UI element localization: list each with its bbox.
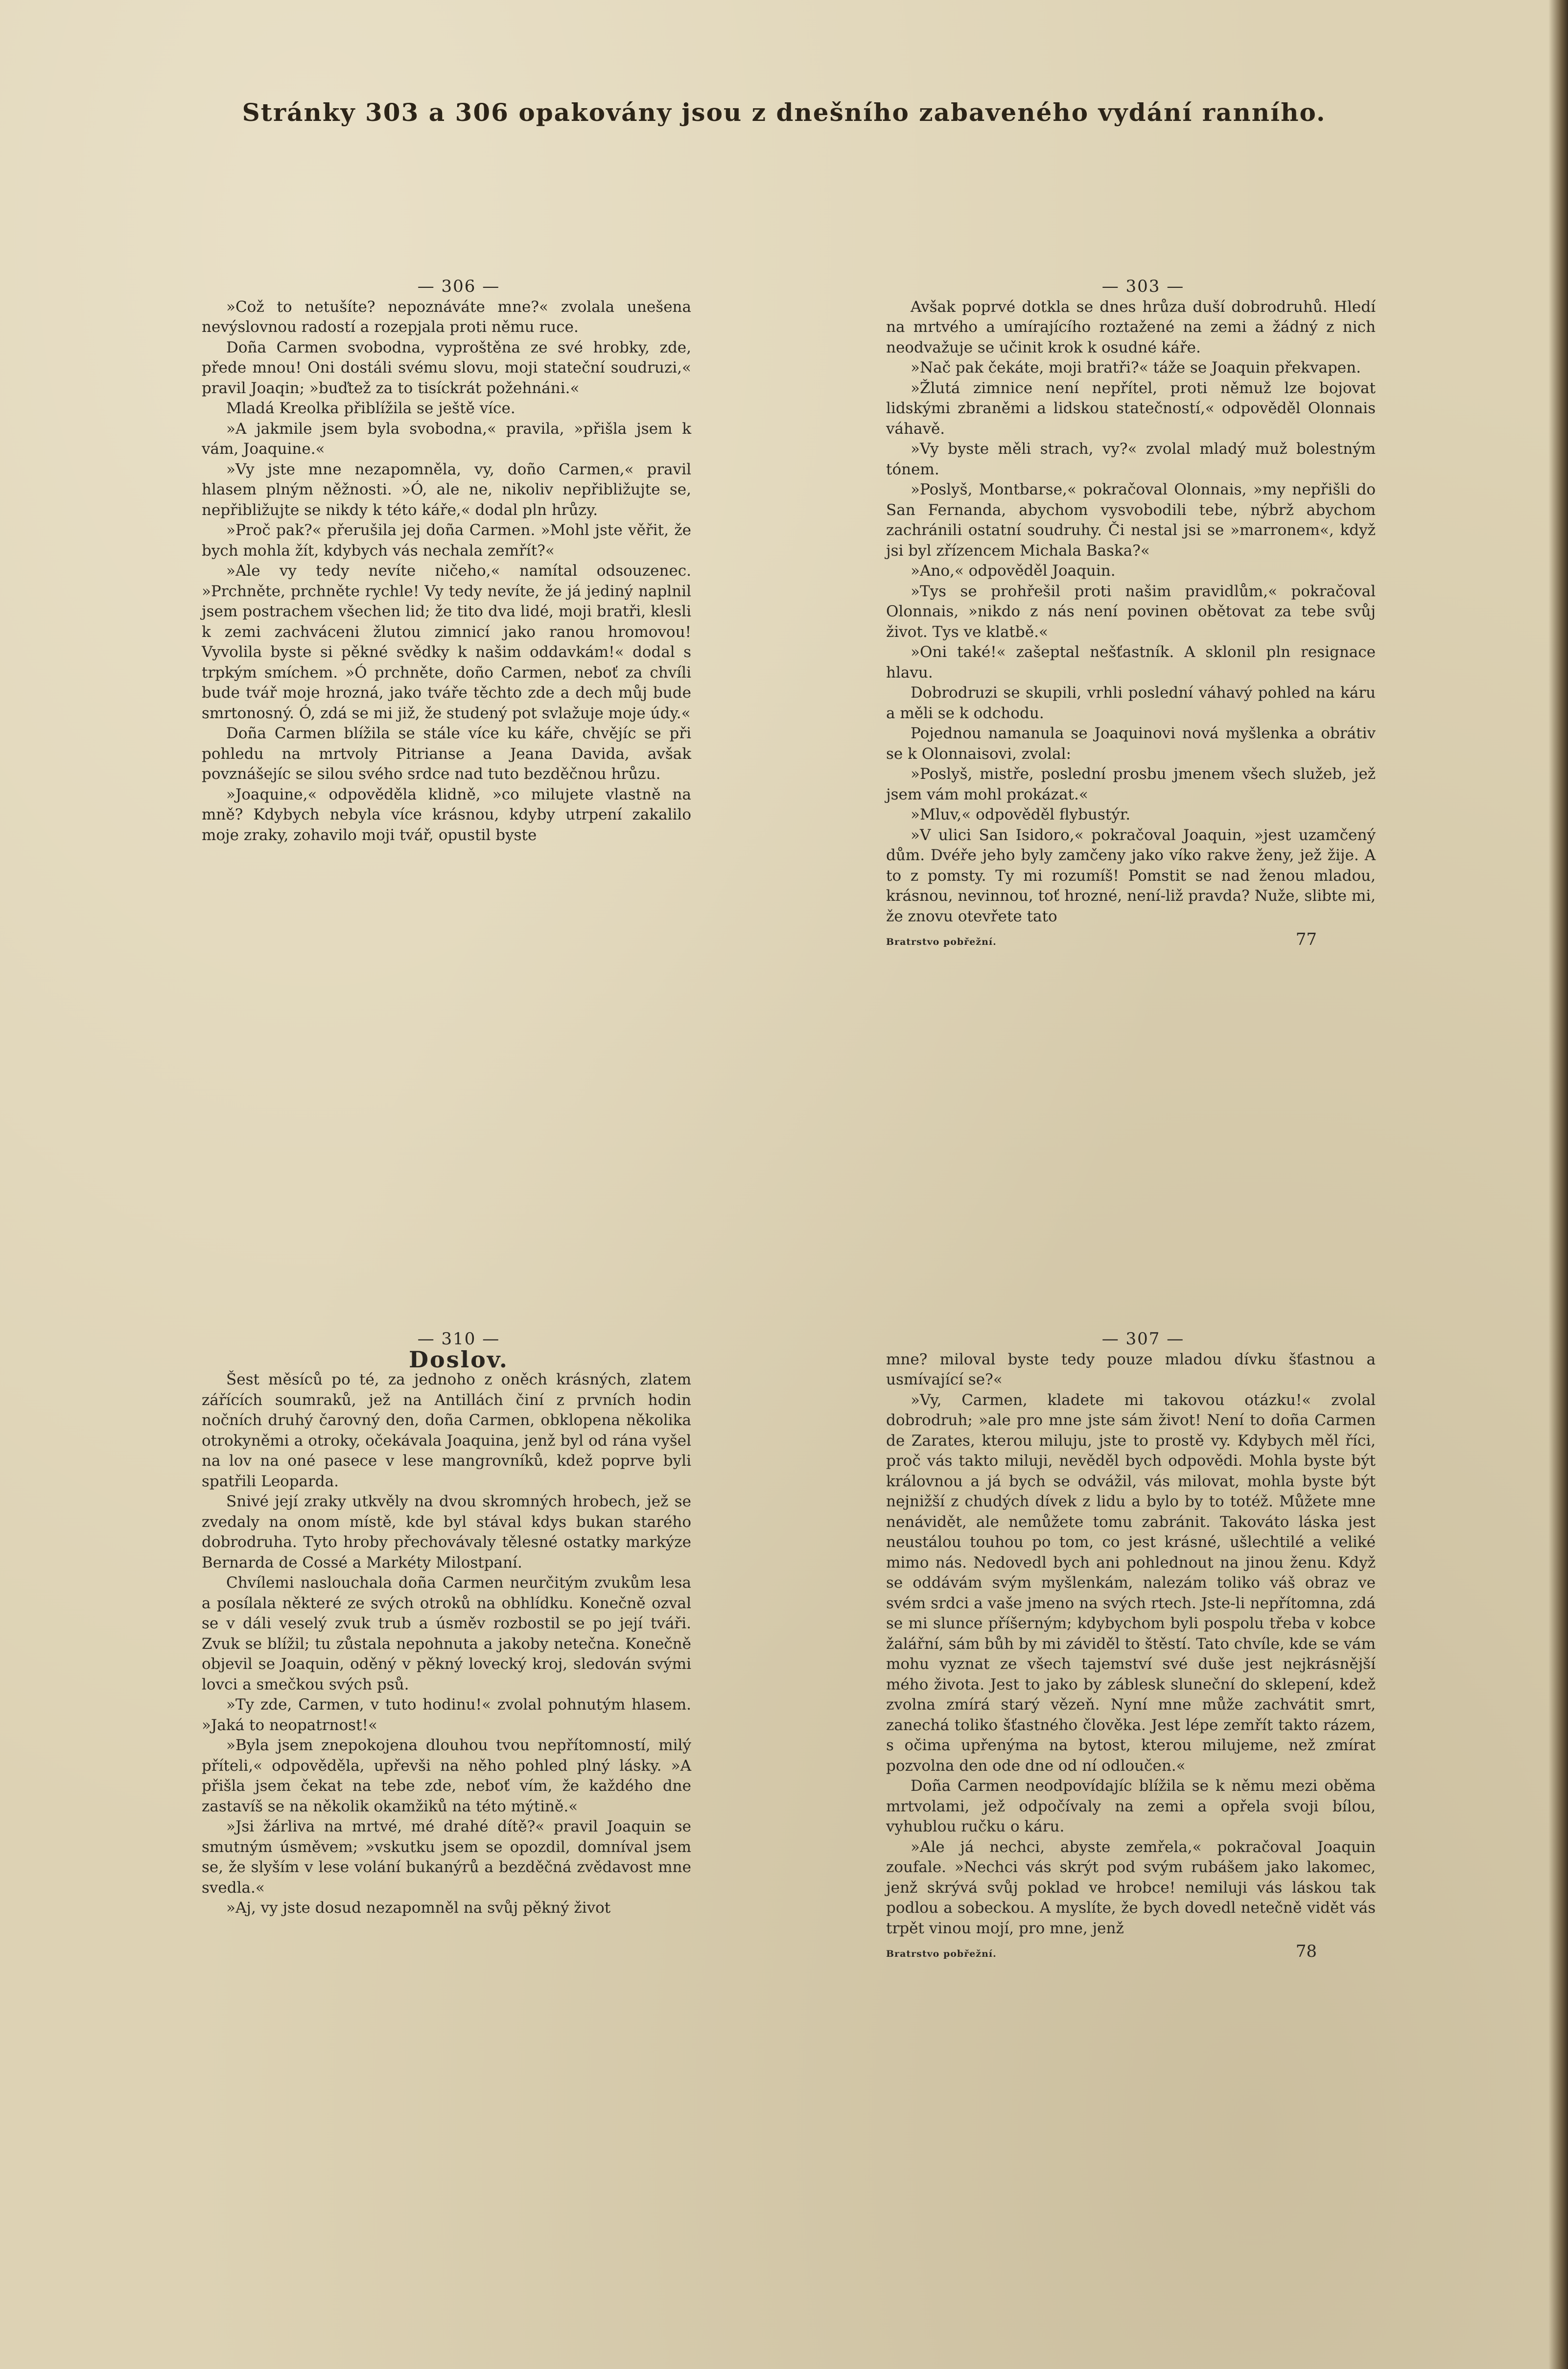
section-title: Doslov. xyxy=(409,1346,509,1373)
paragraph: »V ulici San Isidoro,« pokračoval Joaquin, »jest uzamčený dům. Dvéře jeho byly zamčeny jako víko rakve ženy, jež žije. A to z pomsty. Ty mi rozumíš! Pomstit se nad ženou mladou, krásnou, nevinnou, toť hrozné, není-liž pravda? Nuže, slibte mi, že znovu otevřete tato xyxy=(886,826,1376,925)
paragraph: »Tys se prohřešil proti našim pravidlům,« pokračoval Olonnais, »nikdo z nás není povinen obětovat za tebe svůj život. Tys ve klatbě.« xyxy=(886,582,1376,641)
sheet-number: 78 xyxy=(1295,1942,1317,1961)
paragraph: »Ano,« odpověděl Joaquin. xyxy=(911,562,1116,580)
paragraph: »Což to netušíte? nepoznáváte mne?« zvolala unešena nevýslovnou radostí a rozepjala proti němu ruce. xyxy=(202,298,691,336)
sheet-right-edge xyxy=(1548,0,1568,2369)
paragraph: »Poslyš, Montbarse,« pokračoval Olonnais, »my nepřišli do San Fernanda, abychom vysvobodili tebe, nýbrž abychom zachránili ostatní soudruhy. Či nestal jsi se »marronem«, když jsi byl zřízencem Michala Baska?« xyxy=(886,481,1376,560)
publisher-signature: Bratrstvo pobřežní. xyxy=(886,1948,997,1959)
paragraph: »Proč pak?« přerušila jej doña Carmen. »Mohl jste věřit, že bych mohla žít, kdybych vás nechala zemřít?« xyxy=(202,521,691,560)
paragraph: »Ale vy tedy nevíte ničeho,« namítal odsouzenec. »Prchněte, prchněte rychle! Vy tedy nevíte, že já jediný naplnil jsem postrachem všechen lid; že tito dva lidé, moji bratři, klesli k zemi zachváceni žlutou zimnicí jako ranou hromovou! Vyvolila byste si pěkné svědky k našim oddavkám!« dodal s trpkým smíchem. »Ó prchněte, doño Carmen, neboť za chvíli bude tvář moje hrozná, jako tváře těchto zde a dech můj bude smrtonosný. Ó, zdá se mi již, že studený pot svlažuje moje údy.« xyxy=(202,562,691,722)
publisher-signature: Bratrstvo pobřežní. xyxy=(886,937,997,947)
page-310 xyxy=(202,1329,691,1919)
page-footer xyxy=(886,1942,1376,1965)
paragraph: »Vy jste mne nezapomněla, vy, doño Carmen,« pravil hlasem plným něžnosti. »Ó, ale ne, nikoliv nepřibližujte se, nepřibližujte se nikdy k této káře,« dodal pln hrůzy. xyxy=(202,460,691,519)
paragraph: »A jakmile jsem byla svobodna,« pravila, »přišla jsem k vám, Joaquine.« xyxy=(202,420,691,458)
paragraph: »Žlutá zimnice není nepřítel, proti němuž lze bojovat lidskými zbraněmi a lidskou statečností,« odpověděl Olonnais váhavě. xyxy=(886,379,1376,438)
paragraph: »Jsi žárliva na mrtvé, mé drahé dítě?« pravil Joaquin se smutným úsměvem; »vskutku jsem se opozdil, domníval jsem se, že slyším v lese volání bukanýrů a bezděčná zvědavost mne svedla.« xyxy=(202,1818,691,1897)
paragraph: Dobrodruzi se skupili, vrhli poslední váhavý pohled na káru a měli se k odchodu. xyxy=(886,684,1376,722)
paragraph: »Vy, Carmen, kladete mi takovou otázku!« zvolal dobrodruh; »ale pro mne jste sám život! Není to doña Carmen de Zarates, kterou miluju, jste to prostě vy. Kdybych měl říci, proč vás takto miluji, nevěděl bych odpovědi. Mohla byste být královnou a já bych se odvážil, vás milovat, mohla byste být nejnižší z chudých dívek z lidu a bylo by to totéž. Můžete mne nenávidět, ale nemůžete tomu zabránit. Takováto láska jest neustálou touhou po tom, co jest krásné, ušlechtilé a veliké mimo nás. Nedovedl bych ani pohlednout na jinou ženu. Když se oddávám svým myšlenkám, nalezám toliko váš obraz ve svém srdci a vaše jmeno na svých rtech. Jste-li nepřítomna, zdá se mi slunce příšerným; kdybychom byli pospolu třeba v kobce žalářní, sám bůh by mi záviděl to štěstí. Tato chvíle, kde se vám mohu vyznat ze všech tajemství své duše jest nejkrásnější mého života. Jest to jako by záblesk sluneční do sklepení, kdež zvolna zmírá starý vězeň. Nyní mne může zachvátit smrt, zanechá toliko šťastného člověka. Jest lépe zemřít takto rázem, s očima upřenýma na bytost, kterou milujeme, než zmírat pozvolna den ode dne od ní odloučen.« xyxy=(886,1391,1376,1775)
paragraph: »Poslyš, mistře, poslední prosbu jmenem všech služeb, jež jsem vám mohl prokázat.« xyxy=(886,765,1376,803)
page-306 xyxy=(202,277,691,845)
paragraph: »Vy byste měli strach, vy?« zvolal mladý muž bolestným tónem. xyxy=(886,440,1376,478)
notice-headline: Stránky 303 a 306 opakovány jsou z dnešního zabaveného vydání ranního. xyxy=(242,98,1326,127)
paragraph: »Mluv,« odpověděl flybustýr. xyxy=(911,806,1131,823)
paragraph: »Nač pak čekáte, moji bratři?« táže se Joaquin překvapen. xyxy=(911,359,1361,376)
paragraph: Doña Carmen svobodna, vyproštěna ze své hrobky, zde, přede mnou! Oni dostáli svému slovu, moji stateční soudruzi,« pravil Joaqin; »buďtež za to tisíckrát požehnáni.« xyxy=(202,338,691,397)
paragraph: »Joaquine,« odpověděla klidně, »co milujete vlastně na mně? Kdybych nebyla více krásnou, kdyby utrpení zakalilo moje zraky, zohavilo moji tvář, opustil byste xyxy=(202,785,691,844)
paragraph: »Byla jsem znepokojena dlouhou tvou nepřítomností, milý příteli,« odpověděla, upřevši na něho pohled plný lásky. »A přišla jsem čekat na tebe zde, neboť vím, že každého dne zastavíš se na několik okamžiků na této mýtině.« xyxy=(202,1736,691,1815)
paragraph: »Ty zde, Carmen, v tuto hodinu!« zvolal pohnutým hlasem. »Jaká to neopatrnost!« xyxy=(202,1696,691,1734)
sheet-number: 77 xyxy=(1295,930,1317,949)
page-number: — 306 — xyxy=(417,277,500,296)
paragraph: Doña Carmen neodpovídajíc blížila se k němu mezi oběma mrtvolami, jež odpočívaly na zemi a opřela svoji bílou, vyhublou ručku o káru. xyxy=(886,1777,1376,1835)
page-number: — 307 — xyxy=(1101,1329,1185,1349)
page-number: — 310 — xyxy=(417,1329,500,1349)
paragraph: mne? miloval byste tedy pouze mladou dívku šťastnou a usmívající se?« xyxy=(886,1350,1376,1388)
paragraph: Pojednou namanula se Joaquinovi nová myšlenka a obrátiv se k Olonnaisovi, zvolal: xyxy=(886,725,1376,763)
paragraph: Doña Carmen blížila se stále více ku káře, chvějíc se při pohledu na mrtvoly Pitrianse a Jeana Davida, avšak povznášejíc se silou svého srdce nad tuto bezděčnou hrůzu. xyxy=(202,725,691,783)
paragraph: Chvílemi naslouchala doña Carmen neurčitým zvukům lesa a posílala některé ze svých otroků na obhlídku. Konečně ozval se v dáli veselý zvuk trub a úsměv rozbostil se po její tváři. Zvuk se blížil; tu zůstala nepohnuta a jakoby netečna. Konečně objevil se Joaquin, oděný v pěkný lovecký kroj, sledován svými lovci a smečkou svých psů. xyxy=(202,1574,691,1693)
page-307 xyxy=(886,1329,1376,1965)
page-303 xyxy=(886,277,1376,953)
paragraph: Mladá Kreolka přiblížila se ještě více. xyxy=(226,399,515,417)
paragraph: Snivé její zraky utkvěly na dvou skromných hrobech, jež se zvedaly na onom místě, kde byl stával kdys bukan starého dobrodruha. Tyto hroby přechovávaly tělesné ostatky markýze Bernarda de Cossé a Markéty Milostpaní. xyxy=(202,1493,691,1572)
paragraph: Šest měsíců po té, za jednoho z oněch krásných, zlatem zářících soumraků, jež na Antillách činí z prvních hodin nočních druhý čarovný den, doña Carmen, obklopena několika otrokyněmi a otroky, očekávala Joaquina, jenž byl od rána vyšel na lov na oné pasece v lese mangrovníků, kdež poprve byli spatřili Leoparda. xyxy=(202,1371,691,1490)
page-footer xyxy=(886,930,1376,953)
page-number: — 303 — xyxy=(1101,277,1185,296)
paragraph: »Ale já nechci, abyste zemřela,« pokračoval Joaquin zoufale. »Nechci vás skrýt pod svým rubášem jako lakomec, jenž skrývá svůj poklad ve hrobce! nemiluji vás láskou tak podlou a sobeckou. A myslíte, že bych dovedl netečně vidět vás trpět vinou mojí, pro mne, jenž xyxy=(886,1838,1376,1937)
paragraph: »Aj, vy jste dosud nezapomněl na svůj pěkný život xyxy=(226,1899,611,1917)
paragraph: »Oni také!« zašeptal nešťastník. A sklonil pln resignace hlavu. xyxy=(886,643,1376,681)
paragraph: Avšak poprvé dotkla se dnes hrůza duší dobrodruhů. Hledí na mrtvého a umírajícího roztažené na zemi a žádný z nich neodvažuje se učinit krok k osudné káře. xyxy=(886,298,1376,356)
